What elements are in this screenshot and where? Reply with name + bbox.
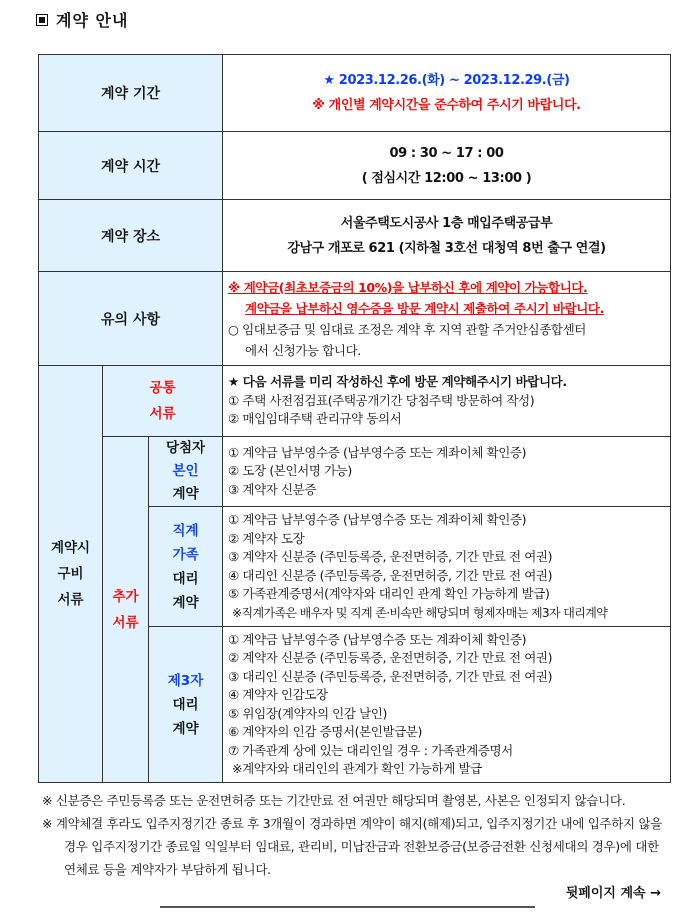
self-label <box>149 437 223 507</box>
common-item: ② 매입임대주택 관리규약 동의서 <box>228 411 402 427</box>
extra-label-2: 서류 <box>112 614 139 631</box>
self-label-1: 당첨자 <box>165 440 206 456</box>
period-note: ※ 개인별 계약시간을 준수하여 주시기 바랍니다. <box>312 98 581 113</box>
footnote: ※ 계약체결 후라도 입주지정기간 종료 후 3개월이 경과하면 계약이 해지(해제)되고, 입주지정기간 내에 입주하지 않을 경우 입주지정기간 종료일 익일부터 임대료, 관리비, 미납잔금과 전환보증금(보증금전환 신청세대의 경우)에 대한 연체료 등을 계약자가 부담하게 됩니다. <box>42 816 663 877</box>
third-item: ⑤ 위임장(계약자의 인감 날인) <box>228 705 387 721</box>
notice-label: 유의 사항 <box>39 272 223 366</box>
row-self <box>39 437 671 507</box>
row-period <box>39 55 671 132</box>
extra-docs-label <box>103 437 149 783</box>
contract-info-table <box>38 54 671 783</box>
third-item: ② 계약자 신분증 (주민등록증, 운전면허증, 기간 만료 전 여권) <box>228 650 553 665</box>
family-label-2: 가족 <box>172 546 199 563</box>
family-note: ※직계가족은 배우자 및 직계 존·비속만 해당되며 형제자매는 제3자 대리계약 <box>232 605 608 620</box>
period-dates: ★ 2023.12.26.(화) ~ 2023.12.29.(금) <box>323 73 570 88</box>
docs-label-2: 구비 <box>57 566 84 582</box>
row-time <box>39 132 671 200</box>
row-common-docs <box>39 366 671 437</box>
place-line1: 서울주택도시공사 1층 매입주택공급부 <box>340 215 553 231</box>
notice-item1: ○ 임대보증금 및 임대료 조정은 계약 후 지역 관할 주거안심종합센터 <box>228 321 586 337</box>
divider <box>160 906 535 908</box>
third-label-1: 제3자 <box>167 672 204 689</box>
family-item: ④ 대리인 신분증 (주민등록증, 운전면허증, 기간 만료 전 여권) <box>228 567 553 583</box>
square-bullet-icon <box>36 14 48 26</box>
docs-label <box>39 366 103 783</box>
third-label-2: 대리 <box>172 696 199 713</box>
common-docs-label <box>103 366 223 437</box>
self-item: ① 계약금 납부영수증 (납부영수증 또는 계좌이체 확인증) <box>228 444 527 460</box>
row-place <box>39 200 671 272</box>
family-label-3: 대리 <box>172 570 199 587</box>
third-label-3: 계약 <box>172 720 199 737</box>
period-label: 계약 기간 <box>39 55 223 132</box>
footnote: ※ 신분증은 주민등록증 또는 운전면허증 또는 기간만료 전 여권만 해당되며 촬영본, 사본은 인정되지 않습니다. <box>42 793 626 808</box>
footnotes <box>42 789 667 881</box>
row-notice <box>39 272 671 366</box>
third-note: ※계약자와 대리인의 관계가 확인 가능하게 발급 <box>232 761 482 776</box>
next-page-indicator: 뒷페이지 계속 → <box>565 886 661 901</box>
common-label-1: 공통 <box>149 380 176 396</box>
third-item: ⑦ 가족관계 상에 있는 대리인일 경우 : 가족관계증명서 <box>228 742 513 758</box>
family-item: ① 계약금 납부영수증 (납부영수증 또는 계좌이체 확인증) <box>228 512 527 527</box>
self-label-3: 계약 <box>172 486 199 502</box>
family-item: ⑤ 가족관계증명서(계약자와 대리인 관계 확인 가능하게 발급) <box>228 586 550 601</box>
family-item: ② 계약자 도장 <box>228 530 305 546</box>
self-item: ② 도장 (본인서명 가능) <box>228 463 352 479</box>
time-label: 계약 시간 <box>39 132 223 200</box>
self-label-2: 본인 <box>172 463 199 479</box>
family-label-4: 계약 <box>172 594 199 611</box>
docs-label-1: 계약시 <box>50 540 91 556</box>
third-item: ① 계약금 납부영수증 (납부영수증 또는 계좌이체 확인증) <box>228 631 527 647</box>
self-item: ③ 계약자 신분증 <box>228 481 317 497</box>
notice-red1: ※ 계약금(최초보증금의 10%)을 납부하신 후에 계약이 가능합니다. <box>228 279 588 295</box>
time-hours: 09 : 30 ~ 17 : 00 <box>389 145 504 161</box>
time-lunch: ( 점심시간 12:00 ~ 13:00 ) <box>361 170 532 186</box>
third-label <box>149 627 223 783</box>
family-label-1: 직계 <box>172 522 199 539</box>
section-title <box>36 10 671 32</box>
place-label: 계약 장소 <box>39 200 223 272</box>
third-item: ⑥ 계약자의 인감 증명서(본인발급분) <box>228 724 422 739</box>
common-label-2: 서류 <box>149 406 176 422</box>
notice-red2: 계약금을 납부하신 영수증을 방문 계약시 제출하여 주시기 바랍니다. <box>245 300 604 316</box>
common-item: ① 주택 사전점검표(주택공개기간 당첨주택 방문하여 작성) <box>228 392 535 408</box>
place-line2: 강남구 개포로 621 (지하철 3호선 대청역 8번 출구 연결) <box>287 240 606 256</box>
docs-label-3: 서류 <box>57 592 84 608</box>
section-title-text: 계약 안내 <box>56 11 129 30</box>
third-item: ③ 대리인 신분증 (주민등록증, 운전면허증, 기간 만료 전 여권) <box>228 668 553 684</box>
family-label <box>149 507 223 627</box>
common-header: ★ 다음 서류를 미리 작성하신 후에 방문 계약해주시기 바랍니다. <box>228 374 567 390</box>
notice-item2: 에서 신청가능 합니다. <box>245 342 361 358</box>
third-item: ④ 계약자 인감도장 <box>228 687 328 702</box>
family-item: ③ 계약자 신분증 (주민등록증, 운전면허증, 기간 만료 전 여권) <box>228 549 553 564</box>
extra-label-1: 추가 <box>112 588 139 605</box>
